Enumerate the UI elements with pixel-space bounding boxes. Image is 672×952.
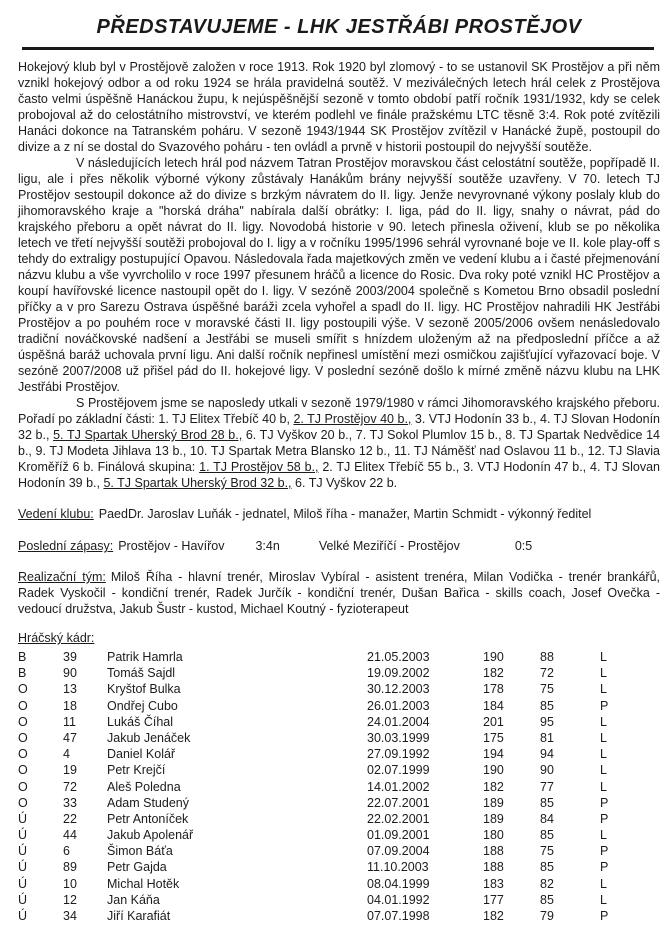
- roster-row: [18, 843, 660, 859]
- roster-number: 34: [63, 909, 77, 923]
- roster-position: Ú: [18, 811, 28, 826]
- roster-stick-hand: P: [600, 844, 609, 859]
- roster-row: [18, 876, 660, 892]
- title-divider: [22, 47, 654, 50]
- roster-height: 180: [483, 828, 504, 843]
- roster-position: O: [18, 714, 28, 729]
- roster-birthdate: 24.01.2004: [367, 714, 430, 729]
- roster-birthdate: 08.04.1999: [367, 876, 430, 891]
- roster-row: [18, 714, 660, 730]
- roster-player-name: Kryštof Bulka: [107, 682, 181, 697]
- roster-weight: 81: [540, 730, 554, 745]
- roster-row: [18, 746, 660, 762]
- standings-text: S Prostějovem jsme se naposledy utkali v sezoně 1979/1980 v rámci Jihomoravského krajského přeboru. Pořadí po základní části: 1. TJ Elitex Třebíč 40 b,: [18, 396, 660, 426]
- roster-row: [18, 892, 660, 908]
- roster-position: O: [18, 795, 28, 810]
- section-management: [18, 506, 660, 522]
- roster-player-name: Ondřej Cubo: [107, 698, 178, 713]
- roster-birthdate: 14.01.2002: [367, 779, 430, 794]
- roster-stick-hand: L: [600, 714, 607, 729]
- standings-highlight: 2. TJ Prostějov 40 b.,: [293, 412, 412, 426]
- roster-row: [18, 649, 660, 665]
- roster-position: B: [18, 666, 27, 681]
- roster-stick-hand: P: [600, 811, 609, 826]
- roster-weight: 84: [540, 811, 554, 826]
- roster-weight: 85: [540, 795, 554, 810]
- roster-birthdate: 30.03.1999: [367, 730, 430, 745]
- roster-player-name: Michal Hotěk: [107, 876, 180, 891]
- standings-text: 2. TJ Elitex Třebíč 55 b., 3. VTJ Hodonín 47 b., 4. TJ Slovan Hodonín 39 b.,: [18, 460, 660, 490]
- roster-weight: 85: [540, 828, 554, 843]
- roster-row: [18, 908, 660, 924]
- roster-position: O: [18, 747, 28, 762]
- roster-stick-hand: L: [600, 779, 607, 794]
- roster-weight: 85: [540, 860, 554, 875]
- standings-highlight: 5. TJ Spartak Uherský Brod 28 b.,: [53, 428, 243, 442]
- roster-birthdate: 22.02.2001: [367, 811, 430, 826]
- roster-position: Ú: [18, 909, 28, 923]
- roster-height: 178: [483, 682, 504, 697]
- section-staff: [18, 569, 660, 617]
- roster-birthdate: 26.01.2003: [367, 698, 430, 713]
- roster-row: [18, 827, 660, 843]
- match-2: Velké Meziříčí - Prostějov: [318, 539, 460, 553]
- roster-number: 44: [63, 828, 77, 843]
- roster-birthdate: 01.09.2001: [367, 828, 430, 843]
- roster-weight: 75: [540, 682, 554, 697]
- roster-position: O: [18, 682, 28, 697]
- staff-label: Realizační tým:: [18, 570, 106, 584]
- staff-text: Miloš Říha - hlavní trenér, Miroslav Vybíral - asistent trenéra, Milan Vodička - trenér brankářů, Radek Vyskočil - kondiční trenér, Radek Jurčík - kondiční trenér, Dušan Bařica - skills coach, Josef Ovečka - vedoucí družstva, Jakub Šustr - kustod, Michael Koutný - fyzioterapeut: [18, 570, 660, 616]
- roster-player-name: Petr Antoníček: [107, 811, 189, 826]
- roster-player-name: Petr Gajda: [107, 860, 167, 875]
- roster-player-name: Jakub Apolenář: [107, 828, 194, 843]
- roster-row: [18, 859, 660, 875]
- roster-stick-hand: P: [600, 860, 609, 875]
- roster-row: [18, 681, 660, 697]
- roster-birthdate: 19.09.2002: [367, 666, 430, 681]
- roster-height: 188: [483, 844, 504, 859]
- roster-player-name: Daniel Kolář: [107, 747, 176, 762]
- roster-label-text: Hráčský kádr:: [18, 631, 95, 645]
- roster-birthdate: 30.12.2003: [367, 682, 430, 697]
- roster-birthdate: 04.01.1992: [367, 892, 430, 907]
- roster-stick-hand: L: [600, 666, 607, 681]
- roster-weight: 79: [540, 909, 554, 923]
- roster-position: Ú: [18, 876, 28, 891]
- roster-number: 10: [63, 876, 77, 891]
- roster-birthdate: 21.05.2003: [367, 650, 430, 664]
- roster-height: 182: [483, 666, 504, 681]
- roster-weight: 90: [540, 763, 554, 778]
- roster-number: 47: [63, 730, 77, 745]
- roster-number: 13: [63, 682, 77, 697]
- roster-player-name: Aleš Poledna: [107, 779, 181, 794]
- roster-stick-hand: L: [600, 876, 607, 891]
- roster-player-name: Tomáš Sajdl: [107, 666, 176, 681]
- score-1: 3:4n: [255, 539, 280, 553]
- roster-weight: 95: [540, 714, 554, 729]
- roster-height: 188: [483, 860, 504, 875]
- roster-stick-hand: L: [600, 682, 607, 697]
- match-1: Prostějov - Havířov: [118, 539, 225, 553]
- roster-position: Ú: [18, 844, 28, 859]
- roster-number: 19: [63, 763, 77, 778]
- roster-height: 183: [483, 876, 504, 891]
- roster-position: O: [18, 698, 28, 713]
- roster-position: Ú: [18, 828, 28, 843]
- roster-number: 6: [63, 844, 70, 859]
- roster-player-name: Jakub Jenáček: [107, 730, 191, 745]
- roster-number: 4: [63, 747, 70, 762]
- score-2: 0:5: [514, 539, 533, 553]
- roster-birthdate: 27.09.1992: [367, 747, 430, 762]
- roster-stick-hand: L: [600, 828, 607, 843]
- page-title: PŘEDSTAVUJEME - LHK JESTŘÁBI PROSTĚJOV: [96, 16, 582, 38]
- roster-position: O: [18, 763, 28, 778]
- roster-stick-hand: L: [600, 747, 607, 762]
- roster-row: [18, 779, 660, 795]
- roster-player-name: Lukáš Číhal: [107, 714, 174, 729]
- roster-row: [18, 811, 660, 827]
- section-last-matches: [18, 538, 660, 554]
- roster-row: [18, 730, 660, 746]
- roster-height: 190: [483, 650, 504, 664]
- roster-player-name: Jiří Karafiát: [107, 909, 171, 923]
- roster-height: 201: [483, 714, 504, 729]
- roster-position: O: [18, 779, 28, 794]
- management-label: Vedení klubu:: [18, 507, 94, 521]
- roster-height: 177: [483, 892, 504, 907]
- roster-weight: 77: [540, 779, 554, 794]
- last-matches-label: Poslední zápasy:: [18, 539, 114, 553]
- roster-player-name: Petr Krejčí: [107, 763, 166, 778]
- roster-player-name: Adam Studený: [107, 795, 189, 810]
- paragraph-standings: [18, 395, 660, 491]
- roster-position: Ú: [18, 892, 28, 907]
- paragraph-club-history-2: V následujících letech hrál pod názvem Tatran Prostějov moravskou část celostátní soutěže, popřípadě II. ligu, ale i přes několik výborné výkony zůstávaly Hanákům brány nejvyšší soutěže uzavřeny. V 70. letech TJ Prostějov sestoupil dokonce až do divize s brzkým návratem do II. ligy. Jenže nevyrovnané výkony poslaly klub do jihomoravského kraje a "horská dráha" nabírala další obrátky: I. liga, pád do II. ligy, snahy o návrat, pád do krajského přeboru a opět návrat do II. ligy. Novodobá historie v 90. letech přinesla oživení, klub se po několika letech ve třetí nejvyšší soutěži probojoval do I. ligy a v ročníku 1995/1996 sehrál vyrovnané boje ve II. kole play-off s tehdy do extraligy postupující Opavou. Následovala řada majetkových změn ve vedení klubu a i časté přejmenování názvu klubu a vše vyvrcholilo v roce 1997 přesunem hráčů a licence do Rosic. Dva roky poté vznikl HC Prostějov a koupí havířovské licence nastoupil opět do I. ligy. V sezóně 2003/2004 společně s Kometou Brno obsadil poslední příčky a v pro Sarezu Ostrava úspěšné baráži zcela vyhořel a spadl do II. ligy. HC Prostějov nahradili HK Jestřábi Prostějov a po pouhém roce v moravské části II. ligy postoupili výše. V sezoně 2005/2006 ovšem nenásledovalo tradiční nováčkovské nadšení a Jestřábi se museli smířit s hnízdem uloženým až na předposlední příčce a až úspěšná baráž uchovala první ligu. Ani další ročník nepřinesl umístění mezi osmičkou zajišťující vyřazovací boje. V sezóně 2007/2008 už přišel pád do II. hokejové ligy. V poslední sezóně došlo k mírné změně názvu klubu na LHK Jestřábi Prostějov.: [18, 156, 660, 394]
- roster-number: 90: [63, 666, 77, 681]
- roster-stick-hand: L: [600, 730, 607, 745]
- roster-weight: 75: [540, 844, 554, 859]
- roster-stick-hand: P: [600, 698, 609, 713]
- roster-height: 182: [483, 909, 504, 923]
- roster-player-name: Patrik Hamrla: [107, 650, 183, 664]
- roster-weight: 85: [540, 698, 554, 713]
- roster-stick-hand: L: [600, 650, 607, 664]
- roster-number: 18: [63, 698, 77, 713]
- roster-stick-hand: P: [600, 909, 609, 923]
- roster-label: [18, 630, 660, 646]
- roster-number: 33: [63, 795, 77, 810]
- roster-number: 39: [63, 650, 77, 664]
- roster-height: 190: [483, 763, 504, 778]
- roster-player-name: Jan Káňa: [107, 892, 160, 907]
- roster-birthdate: 02.07.1999: [367, 763, 430, 778]
- roster-number: 89: [63, 860, 77, 875]
- roster-height: 175: [483, 730, 504, 745]
- roster-height: 189: [483, 811, 504, 826]
- roster-number: 11: [63, 714, 76, 729]
- roster-position: O: [18, 730, 28, 745]
- roster-height: 184: [483, 698, 504, 713]
- roster-birthdate: 07.09.2004: [367, 844, 430, 859]
- roster-row: [18, 795, 660, 811]
- roster-height: 189: [483, 795, 504, 810]
- standings-highlight: 5. TJ Spartak Uherský Brod 32 b.,: [103, 476, 292, 490]
- roster-height: 182: [483, 779, 504, 794]
- paragraph-club-history-1: Hokejový klub byl v Prostějově založen v roce 1913. Rok 1920 byl zlomový - to se ustanovil SK Prostějov a při něm vznikl hokejový odbor a od roku 1924 se hrála pravidelná soutěž. V meziválečných letech hrál celek z Prostějova často velmi úspěšně Hanáckou župu, k nejúspěšnější sezoně v tomto období patří ročník 1931/1932, kdy se celek probojoval až do celostátního mistrovství, ve kterém podlehl ve finále pražskému LTC těsně 3:4. Rok poté zvítězili Hanáci dokonce na Tatranském poháru. V sezoně 1943/1944 SK Prostějov zvítězil v Hanácké župě, postoupil do divize a z ní se dostal do Svazového poháru - ten ovládl a prvně v historii postoupil do nejvyšší soutěže.: [18, 60, 660, 154]
- standings-text: 6. TJ Vyškov 20 b., 7. TJ Sokol Plumlov 15 b., 8. TJ Spartak Nedvědice 14 b., 9. TJ Modeta Jihlava 13 b., 10. TJ Spartak Metra Blansko 12 b., 11. TJ Náměšť nad Oslavou 11 b., 12. TJ Slavia Kroměříž 6 b. Finálová skupina:: [18, 428, 660, 474]
- roster-number: 12: [63, 892, 77, 907]
- roster-birthdate: 11.10.2003: [367, 860, 429, 875]
- roster-table: [18, 649, 660, 924]
- roster-row: [18, 698, 660, 714]
- standings-text: 6. TJ Vyškov 22 b.: [291, 476, 398, 490]
- roster-row: [18, 762, 660, 778]
- roster-weight: 82: [540, 876, 554, 891]
- roster-weight: 94: [540, 747, 554, 762]
- document-body: [18, 59, 660, 924]
- roster-height: 194: [483, 747, 504, 762]
- roster-player-name: Šimon Báťa: [107, 844, 173, 859]
- standings-text: 3. VTJ Hodonín 33 b., 4. TJ Slovan Hodonín 32 b.,: [18, 412, 660, 442]
- roster-stick-hand: L: [600, 892, 607, 907]
- roster-row: [18, 665, 660, 681]
- roster-birthdate: 07.07.1998: [367, 909, 430, 923]
- roster-birthdate: 22.07.2001: [367, 795, 430, 810]
- roster-stick-hand: L: [600, 763, 607, 778]
- roster-weight: 88: [540, 650, 554, 664]
- management-text: PaedDr. Jaroslav Luňák - jednatel, Miloš říha - manažer, Martin Schmidt - výkonný ředitel: [98, 507, 592, 521]
- roster-stick-hand: P: [600, 795, 609, 810]
- roster-weight: 85: [540, 892, 554, 907]
- standings-highlight: 1. TJ Prostějov 58 b.,: [199, 460, 319, 474]
- roster-number: 22: [63, 811, 77, 826]
- roster-number: 72: [63, 779, 77, 794]
- roster-position: Ú: [18, 860, 28, 875]
- roster-weight: 72: [540, 666, 554, 681]
- roster-position: B: [18, 650, 27, 664]
